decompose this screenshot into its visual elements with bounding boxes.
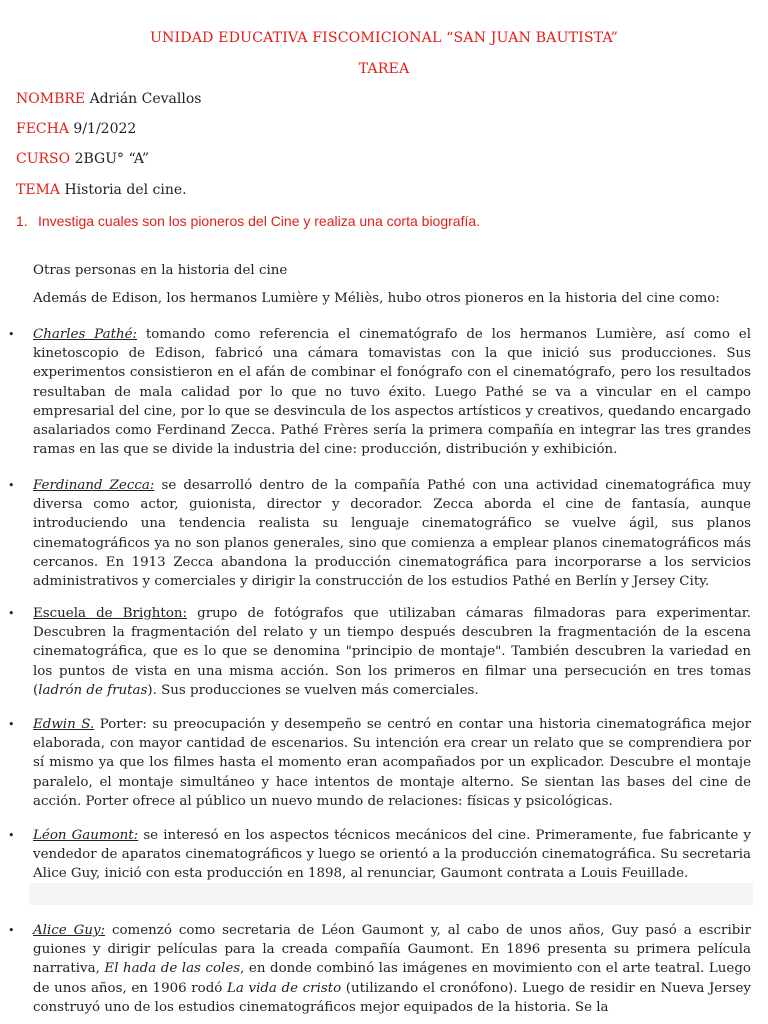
pioneer-name: Charles Pathé: [33, 327, 138, 342]
course-label: CURSO [16, 151, 71, 167]
bullet-icon: • [8, 328, 15, 341]
task-number: 1. [16, 213, 28, 229]
name-field [16, 91, 201, 107]
film-title: ladrón de frutas [38, 682, 148, 698]
course-value: 2BGU° “A” [70, 151, 150, 167]
pioneer-bio: grupo de fotógrafos que utilizaban cámaras filmadoras para experimentar. Descubren la fragmentación del relato y un tiempo después descubren la fragmentación de la escena cinematográfica, que es lo que se denomina "principio de montaje". También descubren la variedad en los puntos de vista en una misma acción. Son los primeros en filmar una persecución en tres tomas ( [33, 606, 751, 698]
pioneer-bio: comenzó como secretaria de Léon Gaumont y, al cabo de unos años, Guy pasó a escribir guiones y dirigir películas para la creada compañía Gaumont. En 1896 presenta su primera película narrativa, [33, 923, 751, 977]
bullet-icon: • [8, 829, 15, 842]
task-instruction [16, 213, 480, 229]
pioneer-entry-gaumont [33, 826, 751, 884]
film-title: El hada de las coles [104, 961, 241, 977]
bullet-icon: • [8, 718, 15, 731]
pioneer-bio: tomando como referencia el cinematógrafo de los hermanos Lumière, así como el kinetoscopio de Edison, fabricó una cámara tomavistas con la que inició sus producciones. Sus experimentos consistieron en el afán de combinar el fonógrafo con el cinematógrafo, pero los resultados resultaban de mala calidad por lo que no tuvo éxito. Luego Pathé se va a vincular en el campo empresarial del cine, por lo que se desvincula de los aspectos artísticos y creativos, quedando encargado asalariados como Ferdinand Zecca. Pathé Frères sería la primera compañía en integrar las tres grandes ramas en las que se divide la industria del cine: producción, distribución y exhibición. [33, 327, 751, 458]
date-label: FECHA [16, 121, 69, 137]
film-title: La vida de cristo [227, 980, 342, 996]
section-heading: Otras personas en la historia del cine [33, 263, 288, 278]
pioneer-bio-mid: , en donde combinó las imágenes en movimiento con el arte teatral. Luego de unos años, en 1906 rodó [33, 961, 751, 996]
bullet-icon: • [8, 479, 15, 492]
name-value: Adrián Cevallos [85, 91, 202, 107]
pioneer-name: Ferdinand Zecca: [33, 478, 155, 493]
document-type-heading: TAREA [358, 61, 410, 77]
pioneer-bio-end: ). Sus producciones se vuelven más comerciales. [147, 682, 479, 698]
pioneer-entry-zecca [33, 476, 751, 591]
date-field [16, 121, 136, 137]
topic-label: TEMA [16, 182, 61, 198]
pioneer-entry-pathe [33, 325, 751, 459]
pioneer-entry-porter [33, 715, 751, 811]
task-text: Investiga cuales son los pioneros del Cine y realiza una corta biografía. [38, 213, 481, 229]
pioneer-bio: Porter: su preocupación y desempeño se centró en contar una historia cinematográfica mejor elaborada, con mayor cantidad de escenarios. Su intención era crear un relato que se comprendiera por sí mismo ya que los filmes hasta el momento eran acompañados por un explicador. Descubre el montaje paralelo, el montaje simultáneo y hace intentos de montaje alterno. Se sientan las bases del cine de acción. Porter ofrece al público un nuevo mundo de relaciones: físicas y psicológicas. [33, 717, 751, 809]
topic-field [16, 182, 187, 198]
highlight-band [29, 883, 753, 905]
pioneer-bio-end: (utilizando el cronófono). Luego de residir en Nueva Jersey construyó uno de los estudios cinematográficos mejor equipados de la historia. Se la [33, 980, 751, 1015]
date-value: 9/1/2022 [68, 121, 137, 137]
pioneer-bio: se desarrolló dentro de la compañía Pathé con una actividad cinematográfica muy diversa como actor, guionista, director y decorador. Zecca aborda el cine de fantasía, aunque introduciendo una tendencia realista su lenguaje cinematográfico se vuelve ágil, sus planos cinematográficos ya no son planos generales, sino que comienza a emplear planos cinematográficos más cercanos. En 1913 Zecca abandona la producción cinematográfica para incorporarse a los servicios administrativos y comerciales y dirigir la construcción de los estudios Pathé en Berlín y Jersey City. [33, 478, 751, 590]
bullet-icon: • [8, 924, 15, 937]
pioneer-name: Edwin S. [33, 717, 95, 732]
name-label: NOMBRE [16, 91, 86, 107]
intro-paragraph: Además de Edison, los hermanos Lumière y Méliès, hubo otros pioneros en la historia del cine como: [33, 291, 720, 306]
pioneer-entry-guy [33, 921, 751, 1017]
pioneer-name: Alice Guy: [33, 923, 106, 938]
school-title: UNIDAD EDUCATIVA FISCOMICIONAL “SAN JUAN BAUTISTA” [149, 30, 619, 46]
bullet-icon: • [8, 607, 15, 620]
pioneer-bio: se interesó en los aspectos técnicos mecánicos del cine. Primeramente, fue fabricante y vendedor de aparatos cinematográficos y luego se orientó a la producción cinematográfica. Su secretaria Alice Guy, inició con esta producción en 1898, al renunciar, Gaumont contrata a Louis Feuillade. [33, 828, 751, 882]
pioneer-entry-brighton [33, 604, 751, 700]
course-field [16, 151, 149, 167]
pioneer-name: Léon Gaumont: [33, 828, 139, 843]
topic-value: Historia del cine. [60, 182, 187, 198]
pioneer-name: Escuela de Brighton: [33, 606, 188, 621]
